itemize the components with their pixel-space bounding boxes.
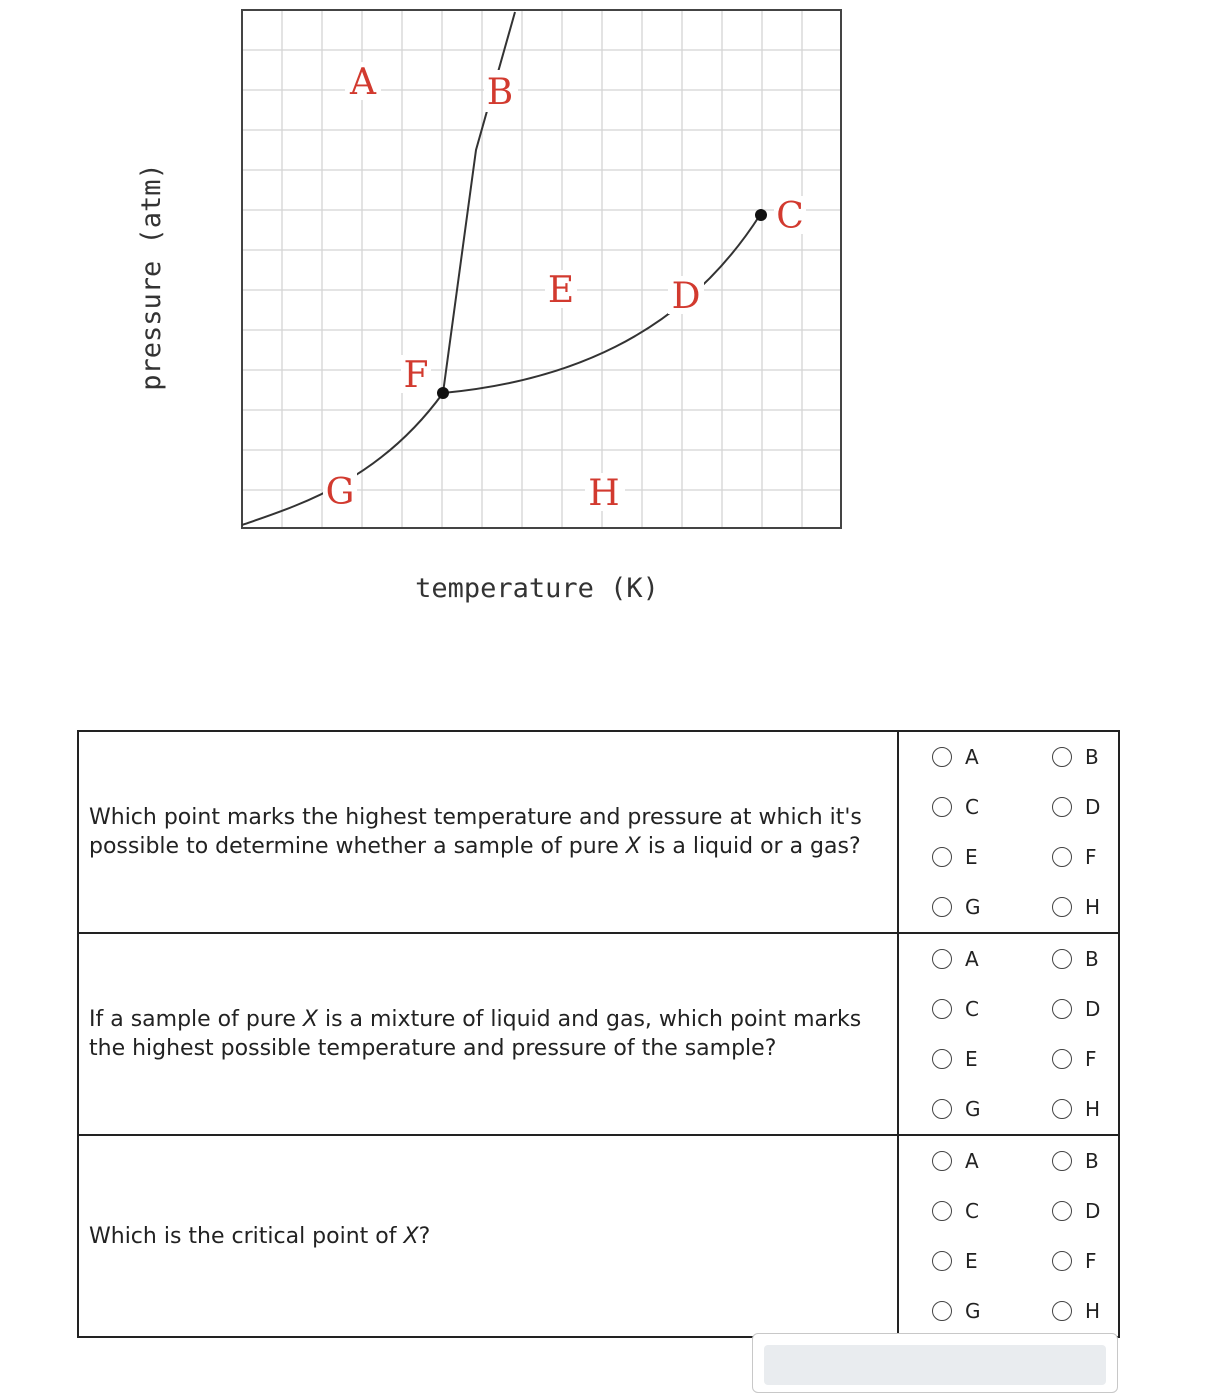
critical-point-marker [755,209,767,221]
option-a[interactable] [932,934,1052,984]
radio-button[interactable] [1052,999,1072,1019]
radio-button[interactable] [932,847,952,867]
question-text [78,933,898,1135]
option-label: G [965,895,981,919]
question-text-part: ? [418,1223,431,1249]
point-label-e: E [547,270,575,311]
option-e[interactable] [932,1236,1052,1286]
option-f[interactable] [1052,1236,1172,1286]
bottom-panel-bar [764,1345,1106,1385]
point-label-d: D [671,276,701,317]
question-variable: X [403,1223,419,1249]
point-label-a: A [350,62,376,103]
question-row [78,731,1119,933]
option-a[interactable] [932,1136,1052,1186]
option-h[interactable] [1052,882,1172,932]
option-label: C [965,997,979,1021]
option-label: B [1085,745,1099,769]
option-b[interactable] [1052,732,1172,782]
point-label-c: C [776,196,804,237]
option-label: D [1085,1199,1101,1223]
option-b[interactable] [1052,934,1172,984]
y-axis-label: pressure (atm) [136,163,167,391]
radio-button[interactable] [932,747,952,767]
radio-button[interactable] [932,999,952,1019]
radio-button[interactable] [1052,1251,1072,1271]
option-label: A [965,1149,979,1173]
radio-button[interactable] [932,797,952,817]
options-grid [899,934,1118,1134]
question-text-part: Which is the critical point of [89,1223,404,1249]
radio-button[interactable] [1052,847,1072,867]
option-label: C [965,1199,979,1223]
option-label: F [1085,1047,1097,1071]
radio-button[interactable] [932,949,952,969]
option-d[interactable] [1052,782,1172,832]
radio-button[interactable] [1052,897,1072,917]
question-row [78,1135,1119,1337]
option-label: F [1085,845,1097,869]
radio-button[interactable] [1052,1099,1072,1119]
radio-button[interactable] [932,1201,952,1221]
question-text-part: If a sample of pure [89,1007,303,1032]
point-label-h: H [588,473,620,514]
option-label: E [965,1249,978,1273]
option-label: B [1085,947,1099,971]
option-c[interactable] [932,984,1052,1034]
radio-button[interactable] [932,1251,952,1271]
option-label: E [965,845,978,869]
option-f[interactable] [1052,832,1172,882]
question-text [78,731,898,933]
option-label: H [1085,1097,1101,1121]
radio-button[interactable] [1052,1151,1072,1171]
option-b[interactable] [1052,1136,1172,1186]
option-label: G [965,1299,981,1323]
radio-button[interactable] [932,1049,952,1069]
option-c[interactable] [932,782,1052,832]
option-a[interactable] [932,732,1052,782]
point-label-b: B [486,72,514,113]
option-label: B [1085,1149,1099,1173]
answer-choices [898,731,1119,933]
option-label: E [965,1047,978,1071]
radio-button[interactable] [1052,1049,1072,1069]
option-label: A [965,947,979,971]
question-text-part: is a mixture of liquid and gas, which point marks the highest possible temperature and pressure of the sample? [89,1007,862,1061]
option-g[interactable] [932,882,1052,932]
option-d[interactable] [1052,984,1172,1034]
radio-button[interactable] [1052,1301,1072,1321]
option-label: H [1085,1299,1101,1323]
option-label: A [965,745,979,769]
radio-button[interactable] [1052,1201,1072,1221]
radio-button[interactable] [932,897,952,917]
point-label-g: G [325,472,355,513]
option-label: G [965,1097,981,1121]
option-d[interactable] [1052,1186,1172,1236]
options-grid [899,1136,1118,1336]
option-e[interactable] [932,832,1052,882]
question-variable: X [302,1007,318,1032]
radio-button[interactable] [1052,747,1072,767]
radio-button[interactable] [932,1151,952,1171]
radio-button[interactable] [1052,949,1072,969]
radio-button[interactable] [932,1099,952,1119]
option-label: H [1085,895,1101,919]
fusion-curve [443,12,515,393]
option-h[interactable] [1052,1084,1172,1134]
question-text-part: is a liquid or a gas? [640,834,861,859]
point-label-f: F [403,355,429,396]
bottom-panel [752,1333,1118,1393]
question-table [77,730,1120,1338]
option-e[interactable] [932,1034,1052,1084]
option-label: D [1085,795,1101,819]
radio-button[interactable] [932,1301,952,1321]
question-variable: X [625,834,641,859]
question-row [78,933,1119,1135]
option-g[interactable] [932,1084,1052,1134]
option-label: F [1085,1249,1097,1273]
grid-lines [242,10,841,528]
options-grid [899,732,1118,932]
option-c[interactable] [932,1186,1052,1236]
question-text-part: Which point marks the highest temperature and pressure at which it's possible to determine whether a sample of pure [89,805,862,859]
option-h[interactable] [1052,1286,1172,1336]
option-g[interactable] [932,1286,1052,1336]
radio-button[interactable] [1052,797,1072,817]
answer-choices [898,933,1119,1135]
answer-choices [898,1135,1119,1337]
option-label: C [965,795,979,819]
x-axis-label: temperature (K) [415,573,659,604]
option-f[interactable] [1052,1034,1172,1084]
option-label: D [1085,997,1101,1021]
question-text [78,1135,898,1337]
triple-point-marker [437,387,449,399]
